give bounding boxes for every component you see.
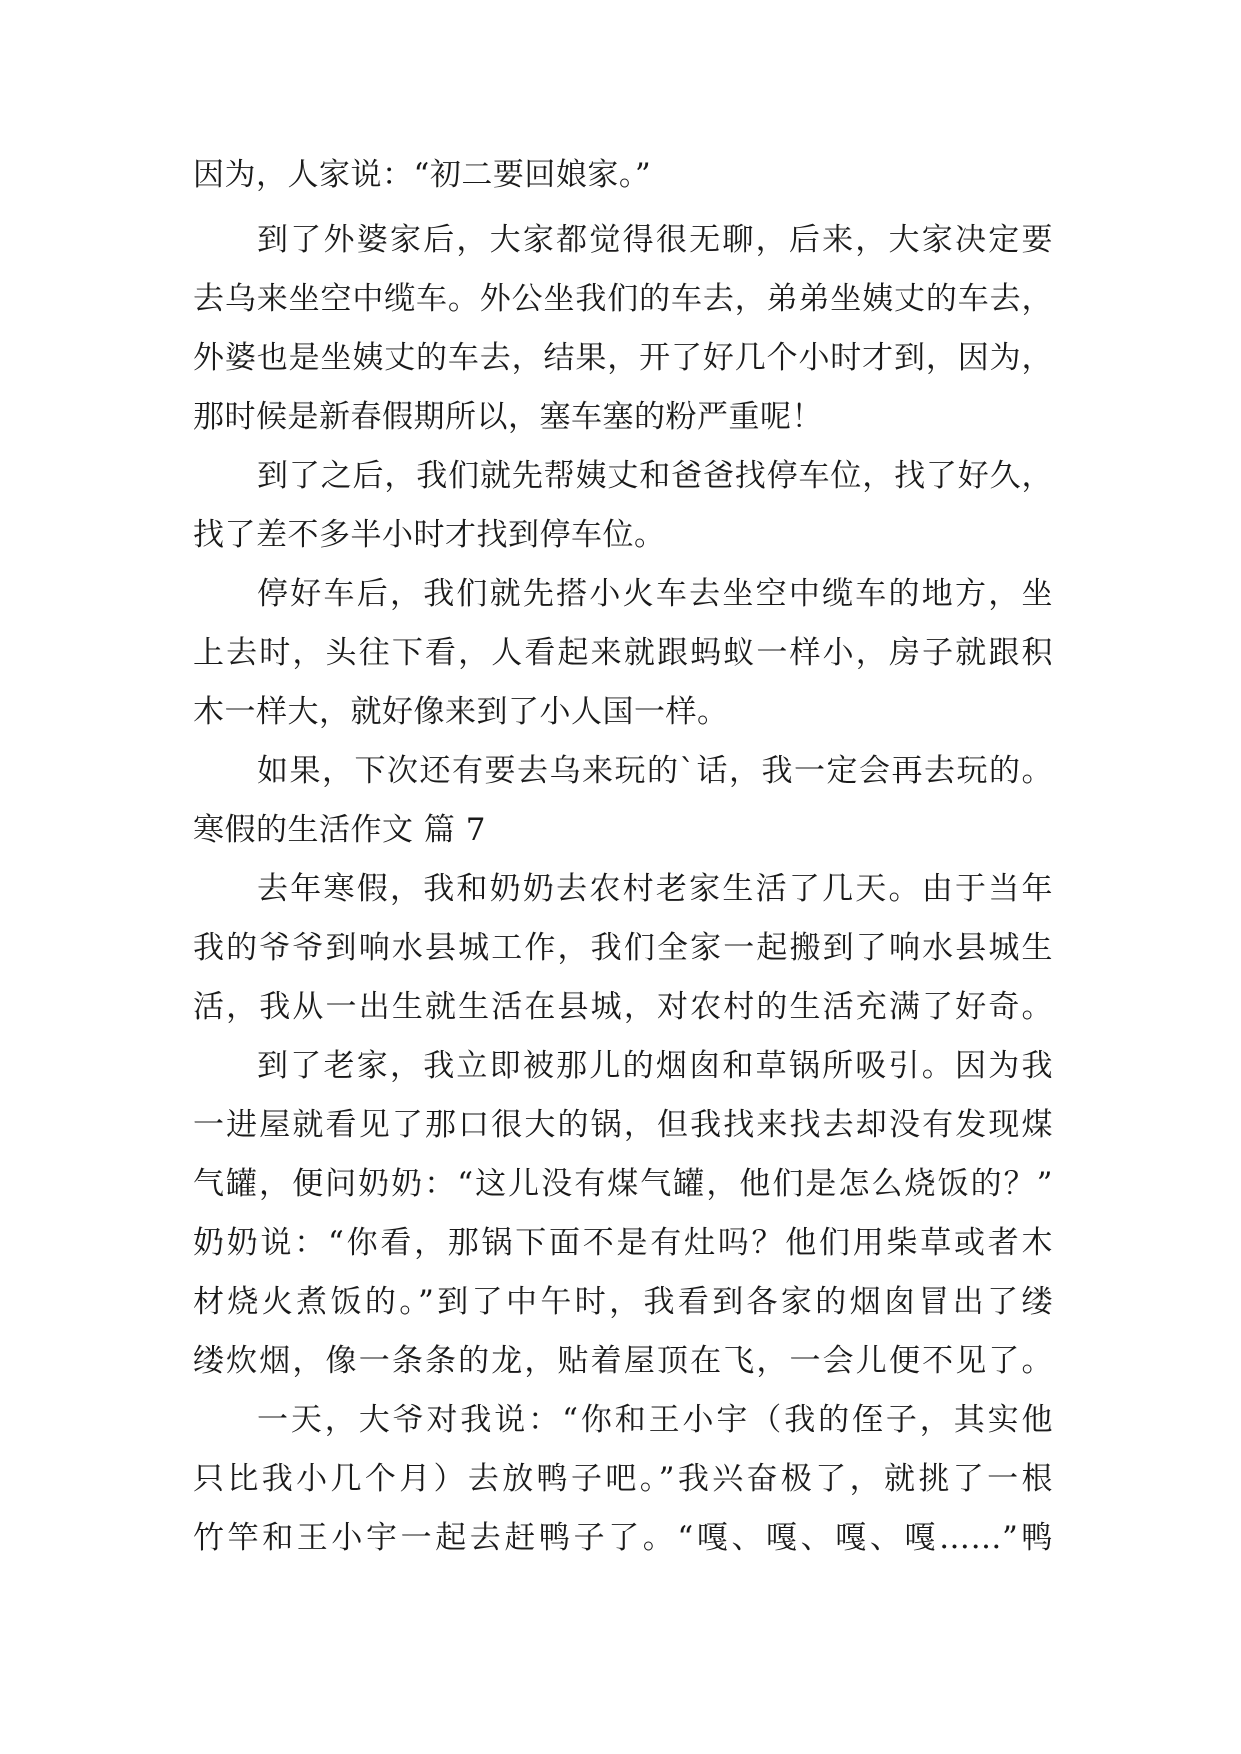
text-line: 找了差不多半小时才找到停车位。: [193, 517, 666, 553]
text-line: 奶奶说：“你看，那锅下面不是有灶吗？他们用柴草或者木: [193, 1225, 1053, 1261]
text-line: 我的爷爷到响水县城工作，我们全家一起搬到了响水县城生: [193, 930, 1053, 966]
paragraph-first-line: 到了之后，我们就先帮姨丈和爸爸找停车位，找了好久，: [257, 458, 1053, 494]
text-line: 木一样大，就好像来到了小人国一样。: [193, 694, 729, 730]
paragraph-first-line: 去年寒假，我和奶奶去农村老家生活了几天。由于当年: [257, 871, 1053, 907]
text-line: 材烧火煮饭的。”到了中午时，我看到各家的烟囱冒出了缕: [193, 1284, 1053, 1320]
text-line: 活，我从一出生就生活在县城，对农村的生活充满了好奇。: [193, 989, 1053, 1025]
text-line: 只比我小几个月）去放鸭子吧。”我兴奋极了，就挑了一根: [193, 1461, 1053, 1497]
section-heading: 寒假的生活作文 篇 7: [193, 812, 486, 848]
text-line: 缕炊烟，像一条条的龙，贴着屋顶在飞，一会儿便不见了。: [193, 1343, 1053, 1379]
text-line: 上去时，头往下看，人看起来就跟蚂蚁一样小，房子就跟积: [193, 635, 1053, 671]
paragraph-first-line: 如果，下次还有要去乌来玩的`话，我一定会再去玩的。: [257, 753, 1053, 789]
text-line: 那时候是新春假期所以，塞车塞的粉严重呢！: [193, 399, 823, 435]
text-line: 外婆也是坐姨丈的车去，结果，开了好几个小时才到，因为，: [193, 340, 1053, 376]
paragraph-first-line: 停好车后，我们就先搭小火车去坐空中缆车的地方，坐: [257, 576, 1053, 612]
text-line: 气罐，便问奶奶：“这儿没有煤气罐，他们是怎么烧饭的？”: [193, 1166, 1053, 1202]
text-line: 因为，人家说：“初二要回娘家。”: [193, 157, 652, 193]
paragraph-first-line: 到了外婆家后，大家都觉得很无聊，后来，大家决定要: [257, 222, 1053, 258]
text-line: 一进屋就看见了那口很大的锅，但我找来找去却没有发现煤: [193, 1107, 1053, 1143]
paragraph-first-line: 一天，大爷对我说：“你和王小宇（我的侄子，其实他: [257, 1402, 1053, 1438]
text-line: 去乌来坐空中缆车。外公坐我们的车去，弟弟坐姨丈的车去，: [193, 281, 1053, 317]
paragraph-first-line: 到了老家，我立即被那儿的烟囱和草锅所吸引。因为我: [257, 1048, 1053, 1084]
text-line: 竹竿和王小宇一起去赶鸭子了。“嘎、嘎、嘎、嘎……”鸭: [193, 1520, 1053, 1556]
